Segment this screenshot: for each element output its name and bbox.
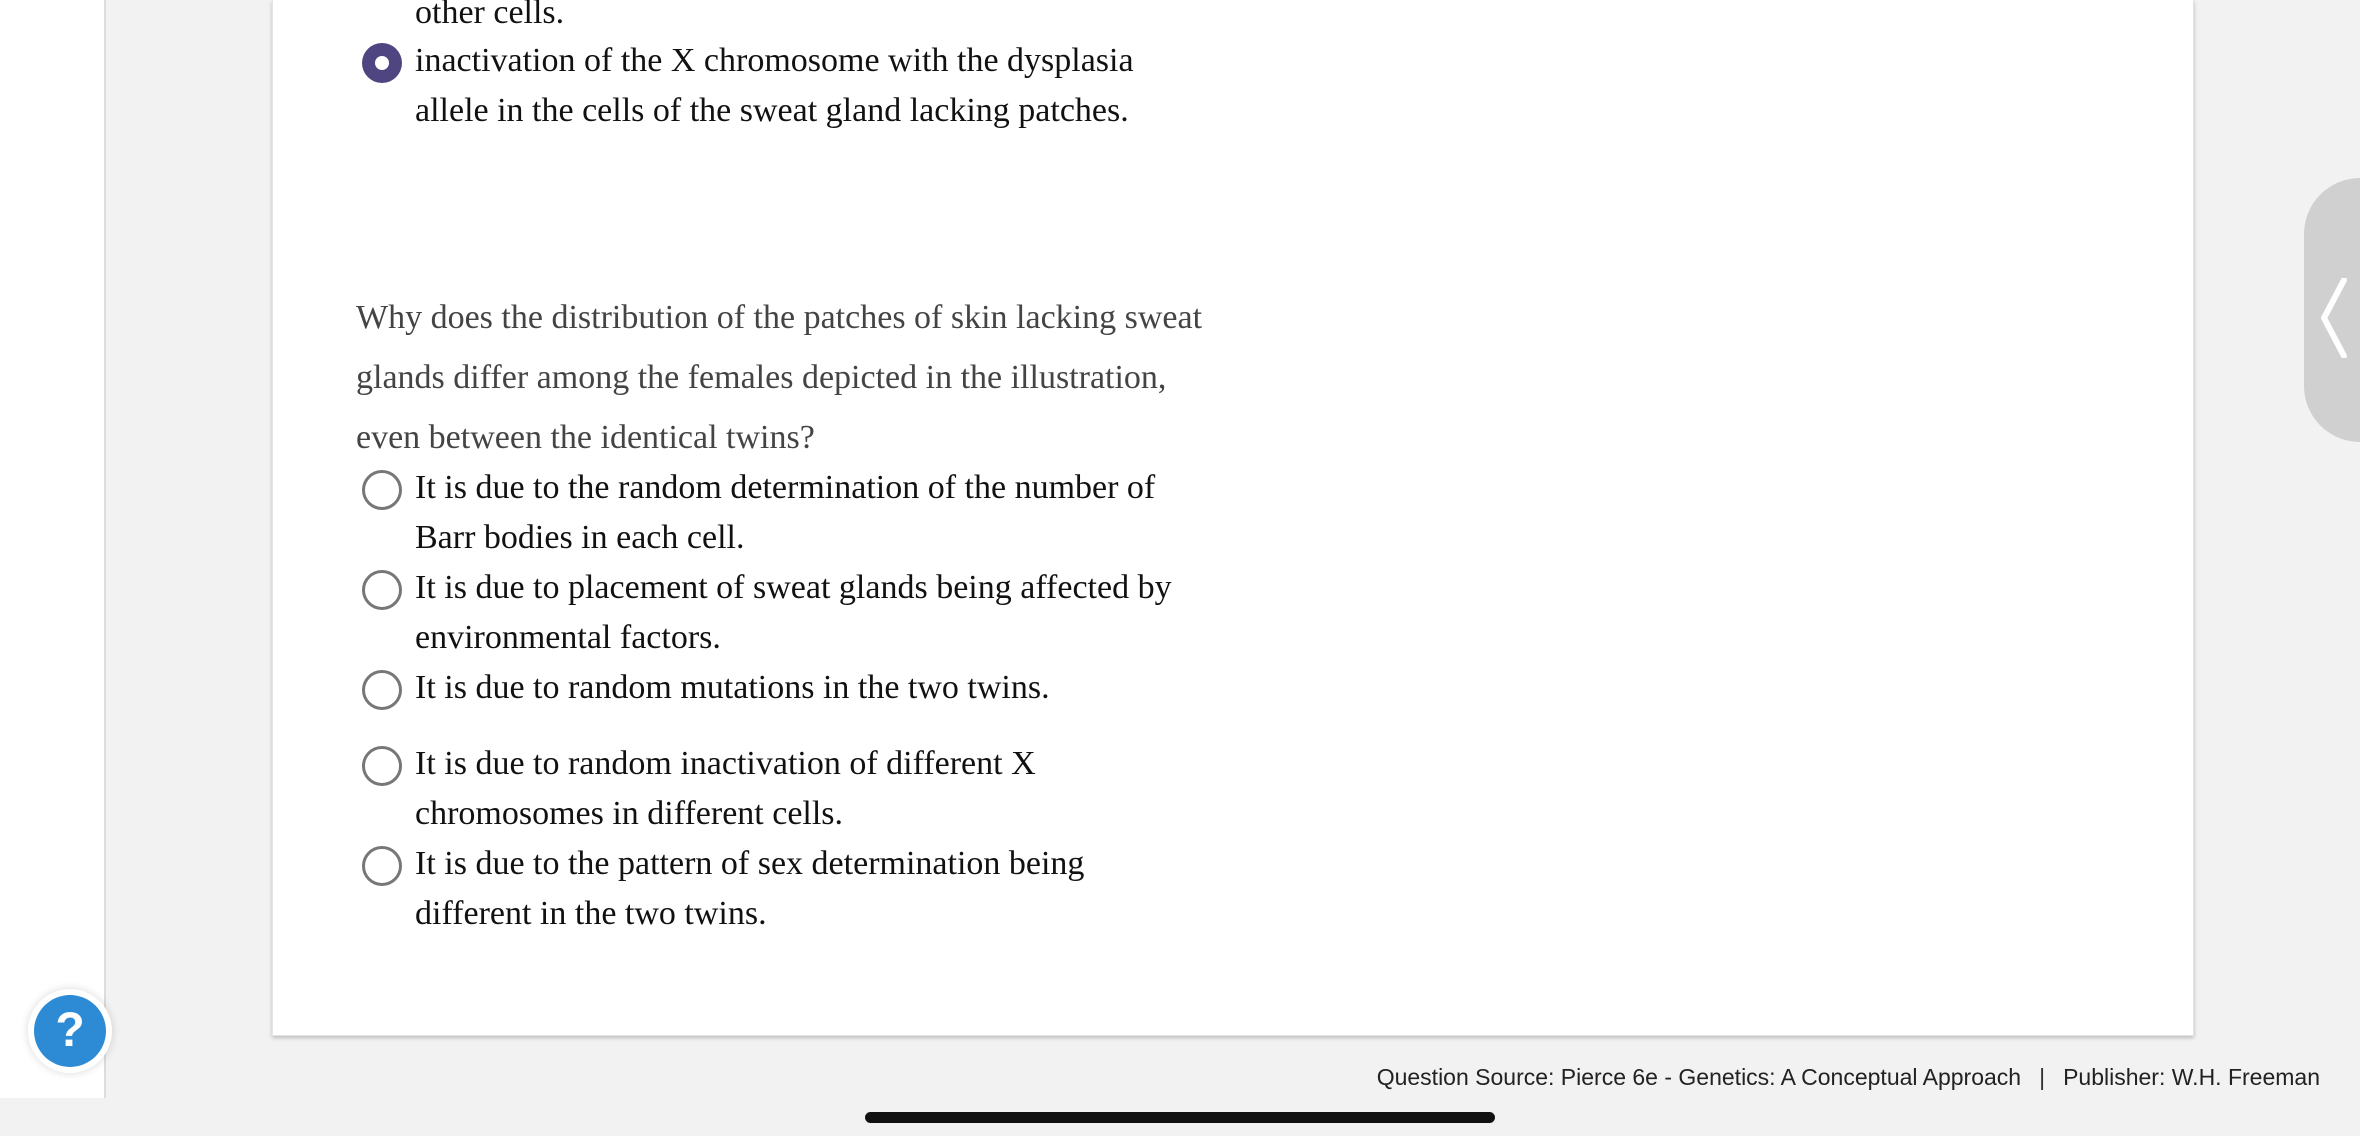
option-radio-5[interactable] (362, 846, 402, 886)
option-radio-3[interactable] (362, 670, 402, 710)
footer (1377, 1064, 2320, 1091)
prev-option-selected-label[interactable]: inactivation of the X chromosome with the dysplasia allele in the cells of the sweat gland lacking patches. (415, 42, 1134, 129)
option-label-2[interactable]: It is due to placement of sweat glands being affected by environmental factors. (415, 569, 1172, 656)
left-rail (0, 0, 106, 1098)
publisher: Publisher: W.H. Freeman (2063, 1064, 2320, 1090)
help-icon: ? (55, 1004, 85, 1057)
option-label-4[interactable]: It is due to random inactivation of different X chromosomes in different cells. (415, 745, 1036, 832)
home-indicator[interactable] (865, 1112, 1495, 1123)
question-text: Why does the distribution of the patches of skin lacking sweat glands differ among the females depicted in the illustration, even between the identical twins? (356, 299, 1203, 456)
option-label-1[interactable]: It is due to the random determination of the number of Barr bodies in each cell. (415, 469, 1156, 556)
option-radio-1[interactable] (362, 470, 402, 510)
option-label-5[interactable]: It is due to the pattern of sex determination being different in the two twins. (415, 845, 1085, 932)
option-radio-2[interactable] (362, 570, 402, 610)
chevron-left-icon (2318, 278, 2348, 358)
option-radio-4[interactable] (362, 746, 402, 786)
option-label-3[interactable]: It is due to random mutations in the two twins. (415, 669, 1050, 706)
question-source: Question Source: Pierce 6e - Genetics: A Conceptual Approach (1376, 1064, 2022, 1090)
prev-option-radio-selected[interactable] (362, 43, 402, 83)
help-button[interactable] (34, 995, 106, 1067)
footer-separator: | (2039, 1064, 2046, 1090)
prev-option-trailing-text: other cells. (415, 0, 565, 31)
side-panel-toggle[interactable] (2304, 178, 2360, 442)
